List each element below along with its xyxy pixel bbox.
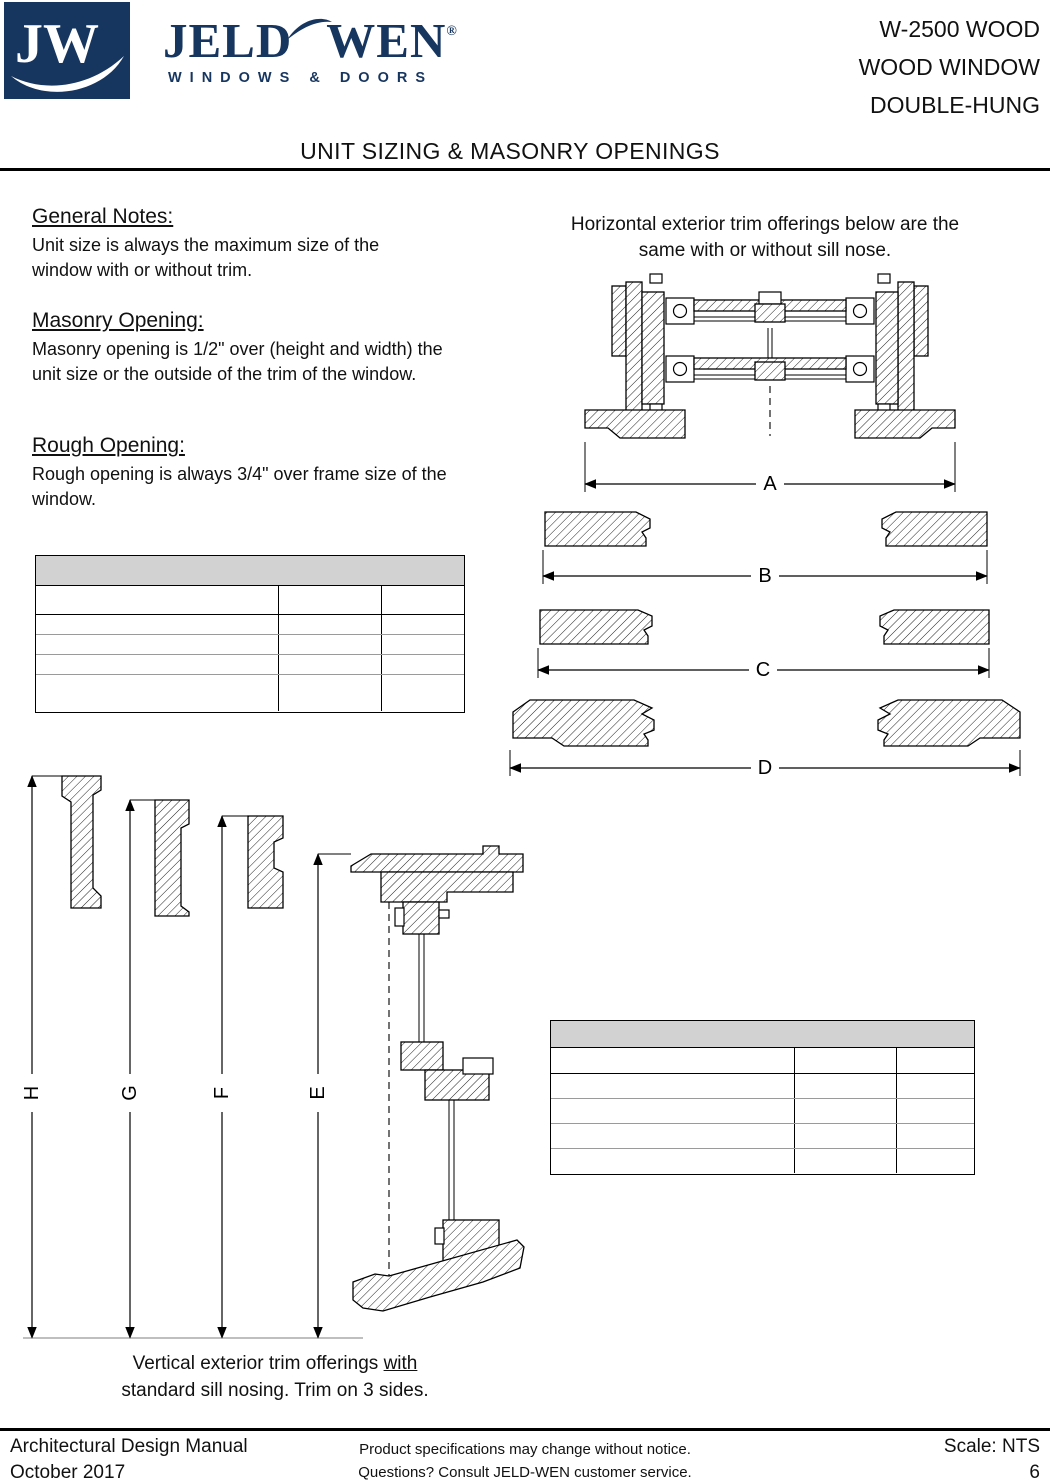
trim-profile-c [538,610,989,683]
jw-logo [4,2,130,99]
footer-note-2: Questions? Consult JELD-WEN customer service. [358,1464,692,1481]
dimension-label-c: C [755,659,771,681]
horizontal-caption-line2: same with or without sill nose. [638,240,892,261]
dimension-label-g: G [119,1085,141,1101]
footer-date: October 2017 [10,1462,126,1483]
vertical-trim-profiles [62,776,283,916]
table-row-divider [551,1148,974,1149]
brand-wen: WEN [326,13,447,68]
trim-profile-d [510,700,1020,781]
table-row-divider [36,614,464,615]
table-row-divider [551,1123,974,1124]
table-column-divider [278,586,279,711]
product-line-2: WOOD WINDOW [858,54,1040,80]
general-notes-heading: General Notes: [32,205,174,228]
jw-monogram: JW [15,13,99,75]
general-notes-body: Unit size is always the maximum size of the window with or without trim. [32,235,380,280]
brand-tagline: WINDOWS & DOORS [168,70,433,86]
dimension-h [21,776,62,1338]
vertical-caption-underlined: with [383,1353,418,1374]
vertical-caption-prefix: Vertical exterior trim offerings [132,1353,384,1374]
size-table-right-body [551,1048,974,1173]
jamb-section-drawing [585,274,955,438]
masonry-opening-heading: Masonry Opening: [32,309,204,332]
footer-note-1: Product specifications may change without notice. [359,1441,691,1458]
table-row-divider [36,634,464,635]
footer-right [944,1434,1040,1483]
size-table-left-body [36,586,464,711]
footer-scale: Scale: NTS [943,1436,1040,1457]
vertical-drawing-caption [60,1350,490,1404]
product-info [859,10,1040,124]
horizontal-drawing-caption [540,212,990,264]
masonry-opening-body: Masonry opening is 1/2" over (height and width) the unit size or the outside of the trim of the window. [32,339,443,384]
product-line-3: DOUBLE-HUNG [870,92,1040,118]
vertical-section-drawing [15,770,540,1348]
registered-mark: ® [446,24,457,39]
dimension-g [119,800,155,1338]
vertical-caption-line2: standard sill nosing. Trim on 3 sides. [121,1380,429,1401]
dimension-label-e: E [307,1086,329,1100]
dimension-label-a: A [763,473,777,495]
size-table-right [550,1020,975,1175]
rough-opening-heading: Rough Opening: [32,434,185,457]
vertical-caption-line1 [60,1350,490,1377]
size-table-left-header [36,556,464,586]
frame-section-drawing [351,846,524,1311]
size-table-right-header [551,1021,974,1048]
dimension-label-h: H [21,1085,43,1101]
horizontal-sections-drawing [500,262,1045,792]
table-row-divider [551,1098,974,1099]
dimension-label-f: F [211,1086,233,1100]
product-line-1: W-2500 WOOD [879,16,1040,42]
rough-opening-body: Rough opening is always 3/4" over frame size of the window. [32,464,447,509]
footer-center [0,1438,1050,1483]
jw-logo-graphic [4,2,130,99]
table-column-divider [896,1048,897,1173]
brand-jeld: JELD [163,13,293,68]
brand-wordmark [163,6,523,86]
horizontal-caption-line1: Horizontal exterior trim offerings below are the [570,214,960,235]
table-row-divider [36,674,464,675]
table-column-divider [794,1048,795,1173]
dimension-label-d: D [757,757,773,779]
dimension-label-b: B [758,565,772,587]
title-rule [0,168,1050,171]
dimension-e [307,854,351,1338]
footer-manual-title: Architectural Design Manual [10,1436,248,1457]
table-row-divider [551,1073,974,1074]
page-title: UNIT SIZING & MASONRY OPENINGS [300,138,720,164]
table-row-divider [36,654,464,655]
size-table-left [35,555,465,713]
brand-name [163,6,523,67]
table-column-divider [381,586,382,711]
dimension-a [585,442,955,497]
footer-rule [0,1428,1050,1431]
dimension-f [211,816,248,1338]
trim-profile-b [543,512,987,589]
footer-page-number: 6 [1029,1462,1040,1483]
